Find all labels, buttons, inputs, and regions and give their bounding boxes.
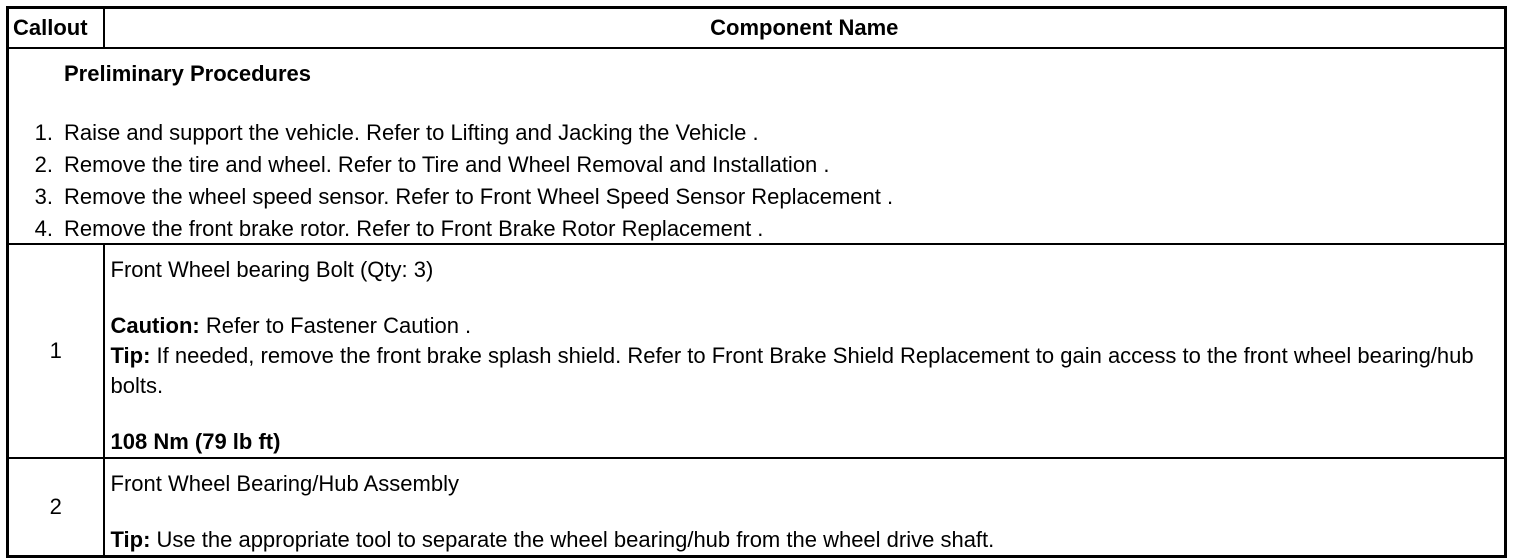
step-item [9, 213, 893, 245]
step-number: 4. [34, 216, 53, 241]
callout-header: Callout [8, 8, 104, 49]
procedure-table [6, 6, 1507, 558]
tip-text: If needed, remove the front brake splash shield. Refer to Front Brake Shield Replacement to gain access to the front wheel bearing/hub bolts. [110, 343, 1474, 398]
torque-spec: 108 Nm (79 lb ft) [110, 429, 281, 454]
preliminary-title: Preliminary Procedures [64, 61, 312, 86]
callout-number: 1 [8, 244, 104, 458]
table-row [8, 458, 1506, 557]
tip-note [111, 525, 1499, 555]
header-row [8, 8, 1506, 49]
component-cell [104, 244, 1506, 458]
preliminary-cell [8, 48, 1506, 244]
callout-number: 2 [8, 458, 104, 557]
step-number: 1. [34, 120, 53, 145]
tip-text: Use the appropriate tool to separate the wheel bearing/hub from the wheel drive shaft. [150, 527, 995, 552]
step-text: Remove the tire and wheel. Refer to Tire and Wheel Removal and Installation . [64, 152, 830, 177]
step-item [9, 117, 893, 149]
step-item [9, 181, 893, 213]
caution-note [111, 311, 1499, 341]
tip-label: Tip: [110, 343, 151, 368]
caution-label: Caution: [110, 313, 200, 338]
tip-note [111, 341, 1499, 401]
component-name: Front Wheel bearing Bolt (Qty: 3) [110, 257, 434, 282]
step-item [9, 149, 893, 181]
step-number: 2. [34, 152, 53, 177]
component-name-header: Component Name [104, 8, 1506, 49]
preliminary-row [8, 48, 1506, 244]
step-text: Remove the front brake rotor. Refer to Front Brake Rotor Replacement . [64, 216, 764, 241]
preliminary-steps [9, 117, 893, 245]
table-row [8, 244, 1506, 458]
caution-text: Refer to Fastener Caution . [199, 313, 472, 338]
step-text: Raise and support the vehicle. Refer to Lifting and Jacking the Vehicle . [64, 120, 759, 145]
step-text: Remove the wheel speed sensor. Refer to Front Wheel Speed Sensor Replacement . [64, 184, 894, 209]
step-number: 3. [34, 184, 53, 209]
component-cell [104, 458, 1506, 557]
tip-label: Tip: [110, 527, 151, 552]
component-name: Front Wheel Bearing/Hub Assembly [110, 471, 459, 496]
